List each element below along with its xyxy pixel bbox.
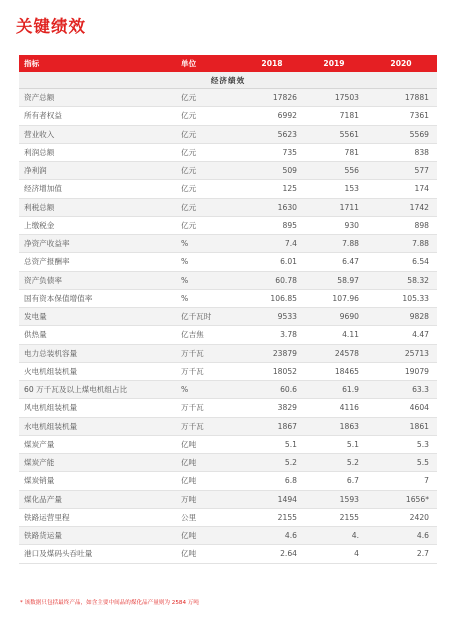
cell-unit: 亿元 [181,111,197,121]
cell-2020: 9828 [409,312,429,322]
cell-2019: 6.7 [346,476,359,486]
cell-2018: 509 [282,166,297,176]
cell-indicator: 铁路货运量 [24,531,62,541]
cell-2020: 4.6 [416,531,429,541]
cell-2019: 18465 [334,366,359,376]
cell-2018: 4.6 [284,531,297,541]
cell-2018: 9533 [277,312,297,322]
cell-2018: 895 [282,220,297,230]
cell-2018: 6.8 [284,476,297,486]
table-row [19,272,437,290]
cell-unit: 亿元 [181,147,197,157]
cell-2018: 6992 [277,111,297,121]
cell-2020: 19079 [404,366,429,376]
cell-2019: 7181 [339,111,359,121]
footnote: * 该数据只包括最终产品，如含主要中间品的煤化品产量则为 2584 万吨 [20,600,199,606]
key-performance-table [19,55,437,564]
cell-unit: % [181,293,189,303]
table-row [19,126,437,144]
cell-indicator: 经济增加值 [24,184,62,194]
cell-2020: 5.5 [416,458,429,468]
cell-2019: 1711 [339,202,359,212]
cell-2018: 6.01 [280,257,297,267]
cell-2018: 7.4 [284,239,297,249]
cell-2020: 838 [414,147,429,157]
cell-2019: 556 [344,166,359,176]
table-row [19,491,437,509]
cell-unit: % [181,257,189,267]
cell-unit: 万千瓦 [181,366,204,376]
table-row [19,509,437,527]
cell-indicator: 铁路运营里程 [24,512,70,522]
cell-2019: 4.11 [342,330,359,340]
table-row [19,399,437,417]
cell-2020: 25713 [404,348,429,358]
header-indicator: 指标 [24,59,40,68]
cell-2019: 107.96 [332,293,359,303]
cell-unit: 亿千瓦时 [181,312,212,322]
table-row [19,545,437,563]
table-row [19,308,437,326]
cell-2020: 63.3 [412,385,429,395]
cell-2020: 898 [414,220,429,230]
table-row [19,472,437,490]
cell-indicator: 净资产收益率 [24,239,70,249]
cell-indicator: 资产总额 [24,93,55,103]
cell-unit: 万千瓦 [181,421,204,431]
cell-indicator: 60 万千瓦及以上煤电机组占比 [24,385,128,395]
cell-indicator: 港口及煤码头吞吐量 [24,549,93,559]
header-year-2019: 2019 [323,59,345,68]
table-row [19,527,437,545]
table-row [19,144,437,162]
cell-unit: 亿元 [181,184,197,194]
cell-2018: 735 [282,147,297,157]
cell-2019: 4116 [339,403,359,413]
header-year-2018: 2018 [261,59,283,68]
cell-2019: 9690 [339,312,359,322]
cell-indicator: 利润总额 [24,147,55,157]
cell-indicator: 煤炭产量 [24,439,55,449]
cell-2019: 153 [344,184,359,194]
table-row [19,436,437,454]
cell-2020: 174 [414,184,429,194]
cell-indicator: 国有资本保值增值率 [24,293,93,303]
table-row [19,454,437,472]
cell-unit: 亿元 [181,202,197,212]
cell-unit: 亿吨 [181,531,197,541]
cell-2019: 930 [344,220,359,230]
cell-indicator: 风电机组装机量 [24,403,78,413]
cell-2018: 5.2 [284,458,297,468]
cell-indicator: 资产负债率 [24,275,62,285]
cell-2020: 1656* [405,494,429,504]
table-row [19,345,437,363]
cell-indicator: 煤化品产量 [24,494,62,504]
cell-unit: 亿元 [181,93,197,103]
cell-2019: 58.97 [337,275,359,285]
table-row [19,253,437,271]
cell-2018: 3.78 [280,330,297,340]
cell-2019: 5561 [339,129,359,139]
cell-2018: 3829 [277,403,297,413]
page-title: 关键绩效 [16,17,86,36]
table-row [19,89,437,107]
cell-2020: 6.54 [412,257,429,267]
cell-2019: 4. [351,531,359,541]
cell-2020: 5.3 [416,439,429,449]
cell-unit: 亿元 [181,129,197,139]
cell-2019: 24578 [334,348,359,358]
cell-unit: 亿吨 [181,439,197,449]
cell-indicator: 电力总装机容量 [24,348,78,358]
table-row [19,326,437,344]
cell-2020: 5569 [409,129,429,139]
cell-unit: 亿元 [181,166,197,176]
cell-unit: % [181,385,189,395]
table-body [19,89,437,564]
cell-indicator: 上缴税金 [24,220,55,230]
table-header [19,55,437,72]
header-year-2020: 2020 [390,59,412,68]
table-row [19,180,437,198]
section-label: 经济绩效 [19,72,437,89]
cell-unit: 亿吉焦 [181,330,204,340]
cell-2018: 60.6 [280,385,297,395]
cell-2020: 2420 [409,512,429,522]
cell-unit: 亿元 [181,220,197,230]
cell-indicator: 营业收入 [24,129,55,139]
cell-unit: % [181,275,189,285]
cell-indicator: 利税总额 [24,202,55,212]
table-row [19,199,437,217]
table-row [19,381,437,399]
cell-2019: 7.88 [342,239,359,249]
cell-2018: 125 [282,184,297,194]
table-row [19,107,437,125]
cell-2018: 60.78 [275,275,297,285]
table-row [19,162,437,180]
cell-unit: 公里 [181,512,197,522]
cell-2019: 5.2 [346,458,359,468]
cell-2020: 105.33 [402,293,429,303]
cell-indicator: 煤炭产能 [24,458,55,468]
cell-2018: 2155 [277,512,297,522]
cell-unit: 亿吨 [181,458,197,468]
table-row [19,290,437,308]
cell-unit: 万千瓦 [181,348,204,358]
cell-2018: 1867 [277,421,297,431]
cell-2020: 7361 [409,111,429,121]
cell-2020: 7 [424,476,429,486]
cell-2020: 58.32 [407,275,429,285]
table-row [19,363,437,381]
cell-unit: 万千瓦 [181,403,204,413]
cell-unit: 亿吨 [181,549,197,559]
cell-2018: 18052 [272,366,297,376]
cell-2018: 23879 [272,348,297,358]
cell-2019: 781 [344,147,359,157]
cell-2020: 2.7 [416,549,429,559]
cell-indicator: 火电机组装机量 [24,366,78,376]
cell-indicator: 净利润 [24,166,47,176]
cell-unit: % [181,239,189,249]
cell-2019: 5.1 [346,439,359,449]
cell-2019: 6.47 [342,257,359,267]
cell-indicator: 总资产报酬率 [24,257,70,267]
cell-2018: 2.64 [280,549,297,559]
cell-indicator: 发电量 [24,312,47,322]
cell-indicator: 所有者权益 [24,111,62,121]
header-unit: 单位 [181,59,197,68]
cell-unit: 亿吨 [181,476,197,486]
cell-2018: 1494 [277,494,297,504]
table-row [19,418,437,436]
cell-indicator: 水电机组装机量 [24,421,78,431]
cell-2019: 1863 [339,421,359,431]
cell-2019: 1593 [339,494,359,504]
cell-2018: 5.1 [284,439,297,449]
cell-2020: 7.88 [412,239,429,249]
cell-2019: 4 [354,549,359,559]
cell-2018: 17826 [272,93,297,103]
cell-2020: 1742 [409,202,429,212]
cell-2020: 577 [414,166,429,176]
cell-2018: 5623 [277,129,297,139]
cell-2018: 1630 [277,202,297,212]
cell-2020: 17881 [404,93,429,103]
cell-indicator: 供热量 [24,330,47,340]
cell-2019: 17503 [334,93,359,103]
cell-indicator: 煤炭销量 [24,476,55,486]
cell-unit: 万吨 [181,494,197,504]
cell-2019: 2155 [339,512,359,522]
table-row [19,235,437,253]
cell-2018: 106.85 [270,293,297,303]
cell-2019: 61.9 [342,385,359,395]
cell-2020: 1861 [409,421,429,431]
table-row [19,217,437,235]
cell-2020: 4604 [409,403,429,413]
cell-2020: 4.47 [412,330,429,340]
